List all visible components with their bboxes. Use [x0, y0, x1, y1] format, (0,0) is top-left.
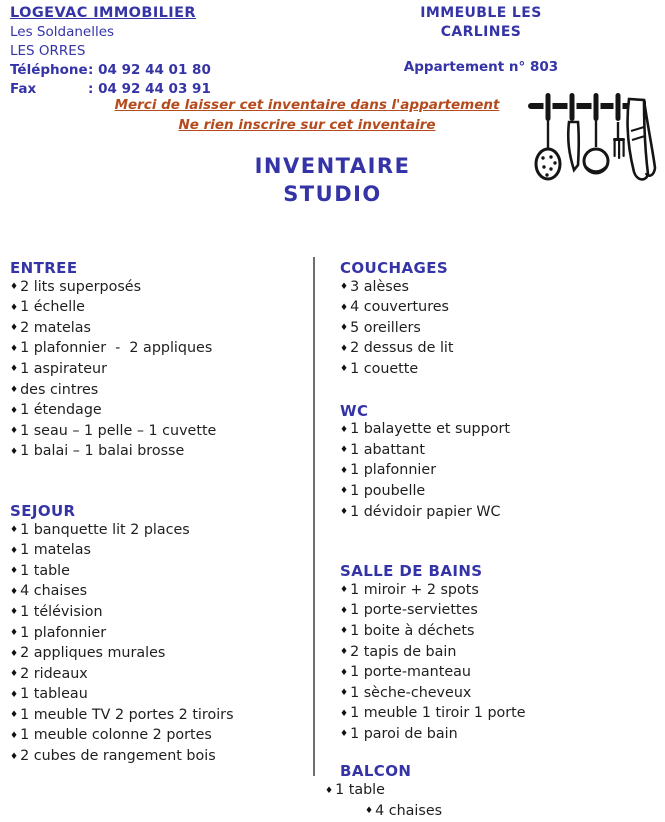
list-item: [10, 685, 302, 706]
item-text: 1 table: [20, 562, 70, 579]
list-item: [10, 381, 302, 402]
list-item: [10, 624, 302, 645]
item-text: 1 couette: [350, 360, 419, 377]
section-balcon: [325, 762, 658, 822]
diamond-bullet-icon: ♦: [340, 729, 349, 740]
list-item: [10, 521, 302, 542]
item-text: des cintres: [20, 381, 99, 398]
item-text: 1 plafonnier - 2 appliques: [20, 340, 213, 357]
diamond-bullet-icon: ♦: [10, 689, 19, 700]
apartment-number: Appartement n° 803: [403, 59, 559, 75]
section-heading: WC: [340, 401, 369, 420]
diamond-bullet-icon: ♦: [10, 446, 19, 457]
item-text: 2 cubes de rangement bois: [20, 748, 216, 765]
diamond-bullet-icon: ♦: [10, 525, 19, 536]
list-item: [10, 401, 302, 422]
page-title-line1: INVENTAIRE: [254, 154, 411, 178]
salle-de-bains-list: [340, 581, 658, 746]
item-text: 1 tableau: [20, 686, 88, 703]
list-item: [340, 319, 658, 340]
diamond-bullet-icon: ♦: [10, 545, 19, 556]
item-text: 2 rideaux: [20, 665, 88, 682]
diamond-bullet-icon: ♦: [10, 751, 19, 762]
item-text: 1 étendage: [20, 402, 102, 419]
diamond-bullet-icon: ♦: [340, 605, 349, 616]
notice-line-2: Ne rien inscrire sur cet inventaire: [178, 117, 436, 133]
diamond-bullet-icon: ♦: [10, 607, 19, 618]
item-text: 1 porte-serviettes: [350, 602, 478, 619]
diamond-bullet-icon: ♦: [340, 465, 349, 476]
diamond-bullet-icon: ♦: [10, 385, 19, 396]
section-sejour: [10, 502, 302, 768]
list-item: [10, 747, 302, 768]
list-item: [10, 706, 302, 727]
item-text: 1 porte-manteau: [350, 664, 471, 681]
couchages-list: [340, 278, 658, 381]
list-item: [10, 562, 302, 583]
inventory-columns: [0, 259, 665, 819]
diamond-bullet-icon: ♦: [340, 302, 349, 313]
list-item: [10, 644, 302, 665]
diamond-bullet-icon: ♦: [340, 424, 349, 435]
item-text: 1 miroir + 2 spots: [350, 581, 479, 598]
diamond-bullet-icon: ♦: [10, 302, 19, 313]
list-item: [10, 541, 302, 562]
item-text: 1 matelas: [20, 542, 91, 559]
diamond-bullet-icon: ♦: [10, 586, 19, 597]
list-item: [10, 422, 302, 443]
item-text: 1 aspirateur: [20, 360, 107, 377]
section-heading: BALCON: [340, 762, 412, 781]
item-text: 1 meuble 1 tiroir 1 porte: [350, 705, 526, 722]
notice-line-1: Merci de laisser cet inventaire dans l'appartement: [114, 97, 500, 113]
diamond-bullet-icon: ♦: [10, 566, 19, 577]
list-item: [340, 503, 658, 524]
diamond-bullet-icon: ♦: [10, 405, 19, 416]
item-text: 1 sèche-cheveux: [350, 684, 472, 701]
column-divider: [313, 257, 315, 776]
list-item: [340, 339, 658, 360]
item-text: 4 chaises: [20, 583, 88, 600]
item-text: 2 tapis de bain: [350, 643, 457, 660]
diamond-bullet-icon: ♦: [10, 426, 19, 437]
item-text: 1 échelle: [20, 299, 85, 316]
notice-block: [0, 95, 614, 135]
list-item: [340, 663, 658, 684]
diamond-bullet-icon: ♦: [340, 647, 349, 657]
diamond-bullet-icon: ♦: [10, 364, 19, 375]
list-item: [340, 622, 658, 643]
left-column: [10, 259, 302, 768]
item-text: 1 banquette lit 2 places: [20, 521, 190, 538]
list-item: [340, 420, 658, 441]
section-salle-de-bains: [340, 562, 658, 745]
sejour-list: [10, 521, 302, 768]
diamond-bullet-icon: ♦: [340, 507, 349, 518]
list-item: [10, 319, 302, 340]
diamond-bullet-icon: ♦: [340, 445, 349, 456]
list-item: [10, 360, 302, 381]
list-item: [340, 360, 658, 381]
diamond-bullet-icon: ♦: [340, 323, 349, 334]
section-entree: [10, 259, 302, 463]
list-item: [340, 581, 658, 602]
list-item: [10, 582, 302, 603]
item-text: 3 alèses: [350, 278, 409, 295]
diamond-bullet-icon: ♦: [10, 282, 19, 293]
item-text: 1 poubelle: [350, 482, 426, 499]
fax-label: Fax: [10, 81, 37, 97]
item-text: 5 oreillers: [350, 319, 421, 336]
section-couchages: [340, 259, 658, 381]
diamond-bullet-icon: ♦: [340, 486, 349, 497]
list-item: [10, 298, 302, 319]
item-text: 1 meuble TV 2 portes 2 tiroirs: [20, 706, 234, 723]
item-text: 4 chaises: [375, 802, 443, 819]
balcon-list: [325, 781, 658, 822]
list-item: [340, 725, 658, 746]
diamond-bullet-icon: ♦: [365, 806, 374, 817]
diamond-bullet-icon: ♦: [340, 364, 349, 375]
agency-header: [10, 4, 211, 99]
diamond-bullet-icon: ♦: [10, 669, 19, 680]
item-text: 2 lits superposés: [20, 278, 142, 295]
list-item: [10, 442, 302, 463]
item-text: 2 matelas: [20, 319, 91, 336]
list-item: [10, 278, 302, 299]
address-line-2: LES ORRES: [10, 43, 86, 59]
building-name: IMMEUBLE LES CARLINES: [420, 5, 542, 40]
list-item: [325, 781, 658, 802]
list-item: [10, 726, 302, 747]
section-wc: [340, 402, 658, 524]
wc-list: [340, 420, 658, 523]
diamond-bullet-icon: ♦: [340, 708, 349, 719]
item-text: 1 abattant: [350, 441, 425, 458]
right-column: [325, 259, 658, 822]
diamond-bullet-icon: ♦: [340, 585, 349, 596]
section-heading: SALLE DE BAINS: [340, 562, 483, 581]
diamond-bullet-icon: ♦: [10, 730, 19, 741]
list-item: [10, 603, 302, 624]
list-item: [10, 339, 302, 360]
item-text: 1 plafonnier: [350, 462, 437, 479]
section-heading: COUCHAGES: [340, 259, 449, 277]
list-item: [340, 298, 658, 319]
page-title-line2: STUDIO: [283, 182, 382, 206]
phone-label: Téléphone: [10, 62, 88, 78]
diamond-bullet-icon: ♦: [10, 323, 19, 334]
diamond-bullet-icon: ♦: [340, 626, 349, 637]
diamond-bullet-icon: ♦: [10, 343, 19, 354]
diamond-bullet-icon: ♦: [10, 648, 19, 659]
diamond-bullet-icon: ♦: [340, 343, 349, 354]
item-text: 2 appliques murales: [20, 645, 166, 662]
diamond-bullet-icon: ♦: [340, 667, 349, 678]
list-item: [340, 482, 658, 503]
list-item: [340, 684, 658, 705]
item-text: 1 balai – 1 balai brosse: [20, 443, 185, 460]
company-name: LOGEVAC IMMOBILIER: [10, 5, 196, 21]
item-text: 1 plafonnier: [20, 624, 107, 641]
section-heading: ENTREE: [10, 259, 78, 277]
item-text: 1 balayette et support: [350, 421, 510, 438]
item-text: 1 dévidoir papier WC: [350, 503, 501, 520]
fax-number: : 04 92 44 03 91: [88, 81, 211, 97]
list-item: [340, 704, 658, 725]
diamond-bullet-icon: ♦: [340, 282, 349, 293]
item-text: 2 dessus de lit: [350, 340, 454, 357]
item-text: 1 paroi de bain: [350, 725, 458, 742]
entree-list: [10, 278, 302, 463]
item-text: 1 boite à déchets: [350, 622, 475, 639]
list-item: [340, 461, 658, 482]
list-item: [340, 643, 658, 664]
diamond-bullet-icon: ♦: [10, 710, 19, 721]
list-item: [340, 601, 658, 622]
diamond-bullet-icon: ♦: [325, 785, 334, 796]
list-item: [10, 665, 302, 686]
item-text: 4 couvertures: [350, 299, 449, 316]
page-title: [0, 152, 665, 208]
item-text: 1 table: [335, 782, 385, 799]
phone-line: [10, 61, 211, 80]
section-heading: SEJOUR: [10, 501, 76, 520]
list-item: [340, 441, 658, 462]
phone-number: : 04 92 44 01 80: [88, 62, 211, 78]
diamond-bullet-icon: ♦: [10, 628, 19, 638]
item-text: 1 meuble colonne 2 portes: [20, 727, 212, 744]
item-text: 1 télévision: [20, 603, 103, 620]
address-line-1: Les Soldanelles: [10, 24, 115, 40]
list-item: [365, 802, 658, 822]
list-item: [340, 278, 658, 299]
item-text: 1 seau – 1 pelle – 1 cuvette: [20, 422, 217, 439]
diamond-bullet-icon: ♦: [340, 688, 349, 699]
building-header: [390, 4, 572, 75]
